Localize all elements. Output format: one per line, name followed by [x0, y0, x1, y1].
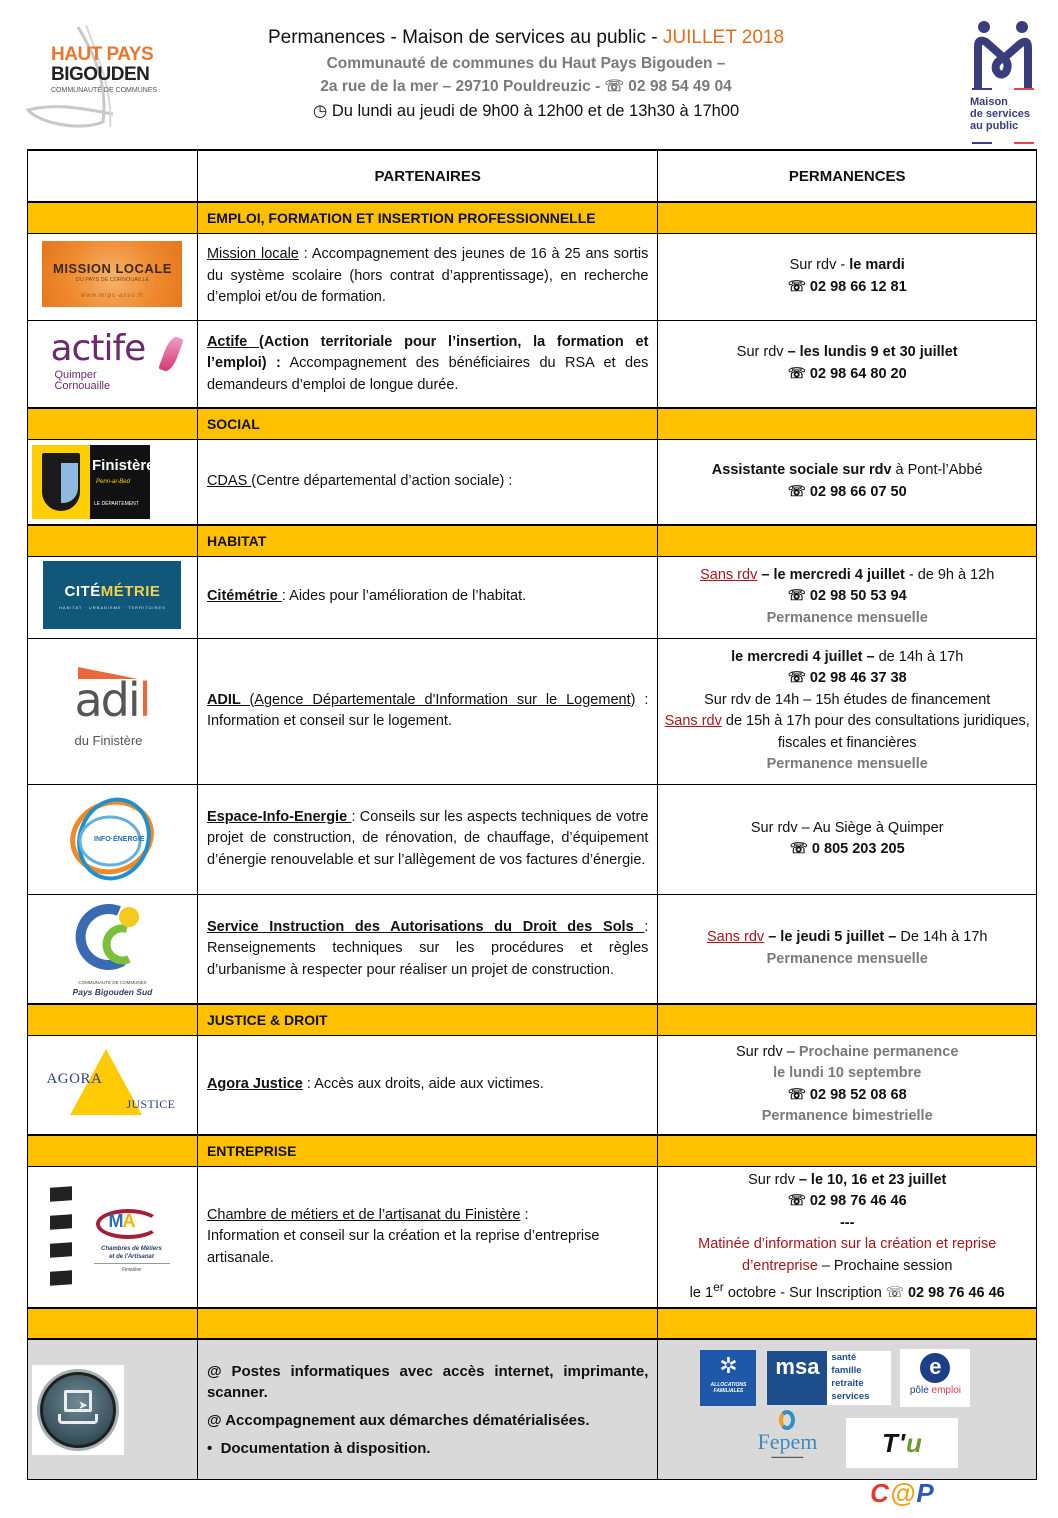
pole-emploi-text-a: pôle — [909, 1384, 932, 1396]
perm-text: Assistante sociale sur rdv — [711, 462, 896, 479]
permanence-info — [658, 638, 1037, 784]
partner-desc: : Renseignements techniques sur les procédures et règles d’urbanisme à respecter pour réaliser un projet de construction. — [206, 918, 649, 978]
partner-name-rest: (Action territoriale pour l’insertion, la formation et l’emploi) : — [206, 333, 649, 371]
perm-text: Sur rdv - — [789, 257, 850, 273]
perm-line — [662, 460, 1032, 482]
tucap-letter: P — [916, 1477, 935, 1508]
partner-name: Espace-Info-Energie — [206, 808, 352, 825]
phone-icon: ☏ — [787, 1086, 806, 1103]
fepem-logo — [746, 1410, 828, 1474]
logo-divider — [94, 1263, 170, 1264]
permanence-info — [658, 439, 1037, 525]
perm-time: De 14h à 17h — [896, 929, 988, 946]
clock-icon: ◷ — [312, 102, 328, 120]
phone-line — [662, 586, 1032, 608]
fepem-sub: ▬▬▬▬▬▬▬▬ — [771, 1453, 804, 1459]
partner-desc: (Centre départemental d’action sociale) : — [251, 473, 513, 489]
partner-description — [197, 1166, 657, 1308]
msa-word: santé — [831, 1351, 857, 1363]
table-row-cma — [28, 1166, 1037, 1308]
perm-line — [662, 255, 1032, 277]
table-row-citemetrie — [28, 556, 1037, 638]
logo-line-2: BIGOUDEN — [51, 64, 150, 85]
caf-text: ALLOCATIONS FAMILIALES — [710, 1381, 747, 1394]
perm-info-session: Matinée d’information sur la création et reprise d’entreprise — [698, 1236, 997, 1274]
logo-sub-2: Cornouaille — [54, 380, 111, 393]
section-spacer — [658, 525, 1037, 556]
partner-description — [197, 894, 657, 1004]
citemetrie-logo — [43, 561, 181, 629]
phone-line — [662, 1085, 1032, 1107]
section-title: JUSTICE & DROIT — [197, 1004, 657, 1035]
address-text: 2a rue de la mer – 29710 Pouldreuzic - — [320, 78, 605, 95]
logo-cell — [28, 894, 198, 1004]
phone-icon: ☏ — [787, 1193, 806, 1209]
section-spacer — [28, 1135, 198, 1166]
section-spacer — [28, 1308, 198, 1339]
msa-logo — [766, 1350, 892, 1406]
permanences-table — [27, 149, 1037, 1508]
section-title: HABITAT — [197, 525, 657, 556]
logo-sub — [54, 370, 110, 392]
opening-hours — [200, 98, 852, 125]
perm-frequency: Permanence mensuelle — [766, 756, 928, 772]
table-row-mission-locale — [28, 233, 1037, 320]
section-spacer — [28, 408, 198, 439]
partner-description — [197, 784, 657, 894]
permanence-info — [658, 1166, 1037, 1308]
logo-sub: HABITAT · URBANISME · TERRITOIRES — [59, 604, 166, 610]
perm-no-appointment: Sans rdv — [700, 566, 758, 583]
logo-dept: LE DÉPARTEMENT — [94, 500, 139, 507]
org-line: Communauté de communes du Haut Pays Bigouden – — [326, 55, 726, 72]
msa-word: retraite — [831, 1377, 864, 1389]
film-strip-mark — [50, 1187, 72, 1203]
svg-text:INFO·ÉNERGIE: INFO·ÉNERGIE — [94, 835, 146, 843]
logo-sub: du Finistère — [74, 732, 143, 748]
section-spacer — [658, 1004, 1037, 1035]
perm-time: de 14h à 17h — [874, 648, 964, 665]
phone-line — [662, 277, 1032, 299]
perm-date: le lundi 10 septembre — [773, 1065, 922, 1082]
logo-title: MA — [108, 1211, 135, 1232]
film-strip-mark — [50, 1215, 72, 1231]
phone-number: 02 98 46 37 38 — [809, 670, 907, 686]
caf-logo — [700, 1350, 756, 1406]
logo-cell — [28, 638, 198, 784]
section-justice — [28, 1004, 1037, 1035]
service-documentation-text: Documentation à disposition. — [220, 1439, 431, 1457]
hours-text: Du lundi au jeudi de 9h00 à 12h00 et de 13h30 à 17h00 — [331, 102, 740, 120]
partner-name: CDAS — [206, 473, 252, 489]
permanence-info — [658, 233, 1037, 320]
partner-name: Actife — [206, 333, 259, 350]
table-row-services — [28, 1339, 1037, 1479]
logo-title-a: CITÉ — [64, 582, 101, 600]
mission-locale-logo — [42, 241, 182, 307]
phone-line — [662, 364, 1032, 386]
partner-desc: : Accès aux droits, aide aux victimes. — [302, 1076, 544, 1092]
partner-desc: : Accompagnement des jeunes de 16 à 25 ans sortis du système scolaire (hors contrat d’apprentissage), en recherche d’emploi et/ou de formation. — [206, 246, 649, 306]
perm-line — [662, 342, 1032, 364]
partner-name: Agora Justice — [206, 1076, 303, 1092]
phone-number: 02 98 52 08 68 — [809, 1086, 907, 1103]
msa-word: services — [831, 1390, 870, 1402]
phone-icon: ☏ — [787, 588, 806, 605]
phone-line — [662, 1191, 1032, 1213]
shield-icon — [42, 453, 80, 511]
msa-words — [827, 1351, 869, 1405]
logo-title-a: AGORA — [46, 1071, 103, 1088]
partner-logos — [658, 1339, 1037, 1508]
phone-number: 02 98 64 80 20 — [809, 365, 907, 382]
logo-sub-2: Pays Bigouden Sud — [72, 986, 153, 997]
table-header-row — [28, 150, 1037, 202]
partner-name: ADIL — [206, 691, 250, 708]
finistere-logo — [32, 445, 155, 519]
film-strip-mark — [50, 1271, 72, 1287]
section-spacer — [28, 1004, 198, 1035]
logo-line-3: COMMUNAUTÉ DE COMMUNES — [51, 87, 158, 94]
perm-line — [662, 1277, 1032, 1304]
section-spacer — [28, 525, 198, 556]
partner-desc: Information et conseil sur la création et la reprise d’entreprise artisanale. — [206, 1228, 600, 1266]
perm-text: Sur rdv – — [735, 1043, 799, 1060]
logo-cell — [28, 1339, 198, 1479]
section-title: SOCIAL — [197, 408, 657, 439]
page-header — [0, 0, 1058, 145]
phone-line — [662, 482, 1032, 504]
logo-cell — [28, 556, 198, 638]
permanence-info — [658, 320, 1037, 408]
divider-blue — [972, 88, 992, 90]
logo-black-part — [90, 445, 155, 519]
perm-line — [662, 711, 1032, 754]
logo-title: MISSION LOCALE — [52, 261, 172, 276]
partner-description — [197, 638, 657, 784]
perm-date-a: le 1 — [689, 1284, 714, 1301]
logo-cell — [28, 784, 198, 894]
page-title — [200, 24, 852, 52]
perm-line — [662, 1170, 1032, 1192]
phone-line — [662, 668, 1032, 690]
partner-description — [197, 439, 657, 525]
pole-emploi-text — [900, 1385, 970, 1396]
logo-cell — [28, 320, 198, 408]
pole-emploi-text-b: emploi — [931, 1384, 961, 1396]
phone-icon: ☏ — [789, 841, 808, 857]
section-spacer — [658, 408, 1037, 439]
phone-number: 02 98 66 12 81 — [809, 278, 907, 295]
laptop-icon — [37, 1369, 119, 1451]
header-partners: PARTENAIRES — [197, 150, 657, 202]
partner-desc: : Aides pour l’amélioration de l’habitat. — [281, 588, 527, 605]
logo-sub: DU PAYS DE CORNOUAILLE — [75, 277, 150, 283]
logo-title — [74, 673, 149, 727]
pole-emploi-logo — [900, 1349, 970, 1407]
tucap-logo — [846, 1418, 958, 1508]
tucap-letter: C — [870, 1477, 890, 1508]
phone-number: 02 98 76 46 46 — [809, 1193, 907, 1209]
perm-date: le mercredi 4 juillet – — [731, 648, 875, 665]
partner-description — [197, 320, 657, 408]
section-spacer — [28, 202, 198, 233]
logo-line-1: HAUT PAYS — [51, 44, 154, 65]
phone-number: 02 98 50 53 94 — [809, 588, 907, 605]
perm-text: Sur rdv — [748, 1171, 799, 1188]
table-row-droit-des-sols — [28, 894, 1037, 1004]
logo-sub-1: COMMUNAUTÉ DE COMMUNES — [78, 979, 147, 985]
header-permanences: PERMANENCES — [658, 150, 1037, 202]
title-prefix: Permanences - Maison de services au public - — [267, 27, 663, 48]
partner-description — [197, 556, 657, 638]
logo-sub-1: Chambres de Métiers — [101, 1246, 162, 1253]
table-row-actife — [28, 320, 1037, 408]
logo-cell — [28, 1166, 198, 1308]
logo-sub-3: Finistère — [121, 1267, 142, 1274]
title-month: JUILLET 2018 — [662, 27, 785, 48]
tucap-text — [870, 1428, 934, 1508]
permanence-info — [658, 556, 1037, 638]
divider-red-bottom — [1014, 142, 1034, 144]
logo-title: Finistère — [92, 456, 155, 474]
perm-date-sup: er — [713, 1280, 724, 1294]
computer-access-logo — [32, 1365, 124, 1455]
logo-title — [43, 583, 181, 600]
perm-day: le mardi — [849, 257, 905, 273]
perm-line — [662, 1042, 1032, 1064]
logo-title-b: JUSTICE — [126, 1097, 176, 1112]
perm-next: Prochaine permanence — [798, 1043, 959, 1060]
family-icon: ✲ — [719, 1352, 738, 1378]
section-spacer — [658, 1135, 1037, 1166]
service-documentation — [207, 1438, 648, 1459]
perm-next-session: – Prochaine session — [817, 1257, 953, 1274]
header-logo-cell — [28, 150, 198, 202]
partner-description — [197, 1035, 657, 1135]
msa-word: famille — [831, 1364, 862, 1376]
phone-icon: ☏ — [885, 1284, 904, 1301]
logo-title: actife — [50, 328, 146, 370]
perm-time: - de 9h à 12h — [904, 566, 995, 583]
table-row-cdas — [28, 439, 1037, 525]
adil-logo — [62, 659, 162, 759]
logo-sub-2: et de l'Artisanat — [109, 1254, 154, 1261]
tucap-letter: @ — [889, 1477, 917, 1508]
laptop-base — [58, 1414, 98, 1424]
logo-yellow-part — [32, 445, 90, 519]
section-empty — [28, 1308, 1037, 1339]
phone-icon: ☏ — [604, 78, 624, 95]
partner-name: Citémétrie — [206, 588, 282, 605]
msap-logo — [964, 18, 1042, 146]
perm-text: Sur rdv — [736, 344, 788, 361]
permanence-info — [658, 1035, 1037, 1135]
fepem-text: Fepem — [757, 1428, 818, 1454]
phone-icon: ☏ — [787, 365, 806, 382]
phone-number: 02 98 76 46 46 — [907, 1284, 1005, 1301]
perm-dates: – le 10, 16 et 23 juillet — [798, 1171, 947, 1188]
service-online-help: @ Accompagnement aux démarches dématérialisées. — [206, 1411, 590, 1429]
msap-symbol-icon — [964, 18, 1042, 94]
section-spacer — [658, 202, 1037, 233]
permanence-info — [658, 784, 1037, 894]
section-title: EMPLOI, FORMATION ET INSERTION PROFESSIONNELLE — [197, 202, 657, 233]
espace-info-energie-logo — [62, 789, 162, 885]
logo-title-a: adi — [74, 672, 139, 727]
header-titles — [200, 24, 852, 125]
partner-desc: : Information et conseil sur le logement. — [206, 691, 649, 729]
partner-desc: : Conseils sur les aspects techniques de votre projet de construction, de rénovation, de chauffage, d’équipement d’énergie renouvelable et sur l’allègement de vos factures d’énergie. — [206, 808, 649, 868]
perm-appointment-info: Sur rdv de 14h – 15h études de financement — [704, 691, 991, 708]
logo-sub-1: Quimper — [54, 369, 97, 382]
msa-mark: msa — [767, 1351, 827, 1405]
energy-swirl-icon — [62, 789, 162, 885]
swoosh-icon — [159, 335, 184, 374]
pays-bigouden-sud-logo — [57, 901, 167, 997]
section-title: ENTREPRISE — [197, 1135, 657, 1166]
address-line — [200, 75, 852, 98]
phone-number: 02 98 66 07 50 — [809, 483, 907, 500]
perm-frequency: Permanence bimestrielle — [761, 1108, 933, 1125]
msap-text-1: Maison — [970, 96, 1008, 108]
perm-line — [662, 647, 1032, 669]
msap-text-2: de services — [970, 108, 1030, 120]
partner-logos-area — [658, 1344, 1036, 1508]
perm-line — [662, 1234, 1032, 1277]
section-social — [28, 408, 1037, 439]
phone-number: 0 805 203 205 — [811, 841, 905, 857]
haut-pays-bigouden-logo — [18, 22, 158, 137]
tucap-letter: T — [881, 1427, 899, 1458]
logo-url: www.mlpc-asso.fr — [80, 293, 144, 299]
tucap-letter: u — [906, 1427, 923, 1458]
logo-cell — [28, 233, 198, 320]
bullet-icon: • — [206, 1439, 213, 1457]
perm-line — [662, 565, 1032, 587]
partner-desc: Accompagnement des bénéficiaires du RSA et des demandeurs d’emploi de longue durée. — [206, 355, 649, 393]
perm-line: Sur rdv – Au Siège à Quimper — [750, 819, 944, 836]
permanence-info — [658, 894, 1037, 1004]
table-row-agora-justice — [28, 1035, 1037, 1135]
partner-colon: : — [520, 1206, 529, 1223]
film-strip-mark — [50, 1243, 72, 1259]
perm-consultation-info: de 15h à 17h pour des consultations juridiques, fiscales et financières — [721, 713, 1030, 751]
cma-logo — [42, 1179, 182, 1289]
msap-logo-text — [970, 96, 1030, 132]
actife-logo — [42, 326, 182, 396]
address-phone: 02 98 54 49 04 — [628, 78, 732, 95]
agora-justice-logo — [42, 1047, 182, 1117]
divider-blue-bottom — [972, 142, 992, 144]
logo-title-b: l — [138, 672, 150, 727]
logo-sub — [90, 1245, 172, 1261]
cc-swirl-icon — [57, 901, 167, 973]
logo-title-b: MÉTRIE — [100, 582, 161, 600]
partner-name: Chambre de métiers et de l’artisanat du Finistère — [206, 1206, 521, 1223]
partner-name: Mission locale — [206, 246, 299, 263]
logo-sub: Penn-ar-Bed — [96, 478, 130, 485]
divider-red — [1014, 88, 1034, 90]
service-computers: @ Postes informatiques avec accès internet, imprimante, scanner. — [206, 1362, 649, 1401]
perm-frequency: Permanence mensuelle — [766, 950, 928, 967]
perm-frequency: Permanence mensuelle — [766, 609, 928, 626]
section-habitat — [28, 525, 1037, 556]
phone-icon: ☏ — [787, 278, 806, 295]
section-entreprise — [28, 1135, 1037, 1166]
partner-name-rest: (Agence Départementale d'Information sur le Logement) — [249, 691, 636, 708]
section-emploi — [28, 202, 1037, 233]
partner-name: Service Instruction des Autorisations du Droit des Sols — [206, 918, 645, 935]
perm-dates: – les lundis 9 et 30 juillet — [787, 344, 958, 361]
phone-line — [662, 839, 1032, 861]
section-spacer — [197, 1308, 657, 1339]
perm-date: – le jeudi 5 juillet – — [764, 929, 897, 946]
phone-icon: ☏ — [787, 483, 806, 500]
section-spacer — [658, 1308, 1037, 1339]
perm-no-appointment: Sans rdv — [664, 713, 722, 729]
services-description — [197, 1339, 657, 1479]
tucap-letter: ' — [898, 1427, 907, 1458]
table-row-espace-info-energie — [28, 784, 1037, 894]
partner-description — [197, 233, 657, 320]
perm-date-b: octobre - Sur Inscription — [723, 1284, 886, 1301]
msap-text-3: au public — [970, 120, 1019, 132]
perm-no-appointment: Sans rdv — [706, 929, 765, 946]
perm-line — [662, 927, 1032, 949]
separator: --- — [839, 1214, 855, 1231]
perm-place: à Pont-l’Abbé — [895, 462, 983, 479]
logo-cell — [28, 439, 198, 525]
table-row-adil — [28, 638, 1037, 784]
pole-emploi-icon: e — [920, 1353, 950, 1383]
cursor-icon: ➤ — [78, 1397, 89, 1412]
phone-icon: ☏ — [787, 670, 806, 686]
perm-date: – le mercredi 4 juillet — [757, 566, 905, 583]
fepem-swirl-icon — [779, 1410, 795, 1430]
logo-cell — [28, 1035, 198, 1135]
